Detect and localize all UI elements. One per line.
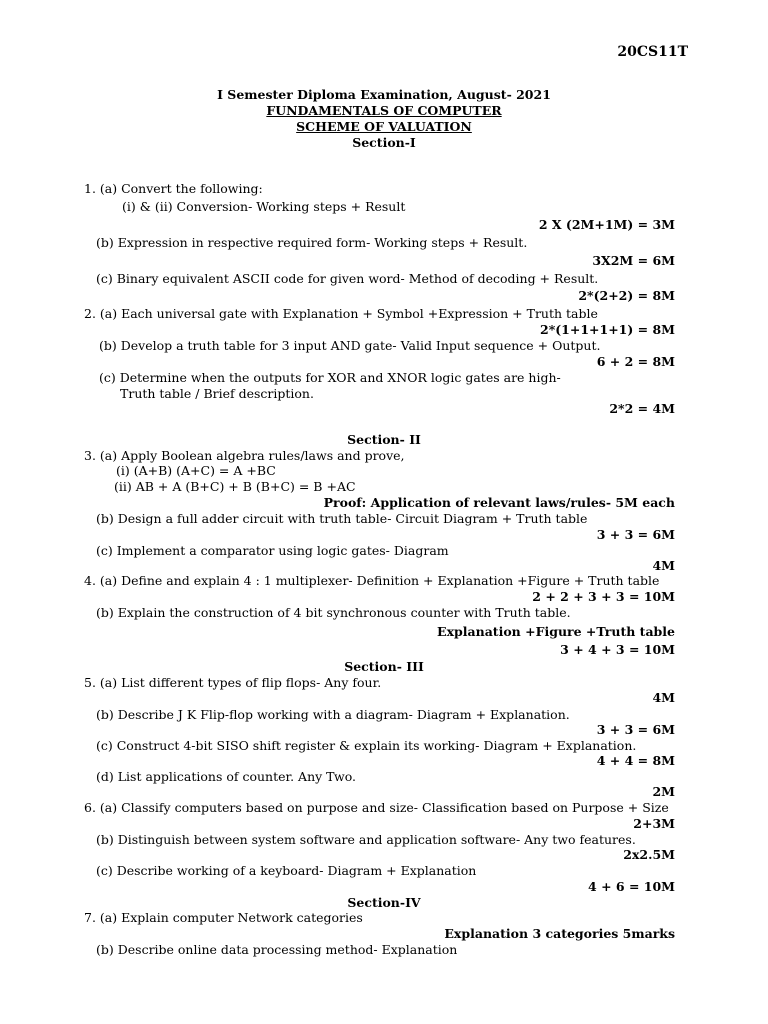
marks-line: 2M [652, 784, 675, 799]
marks-line: 6 + 2 = 8M [596, 354, 675, 369]
marks-line: 3 + 3 = 6M [596, 722, 675, 737]
marks-line: 3 + 4 + 3 = 10M [560, 642, 675, 657]
question-line: (c) Determine when the outputs for XOR and XNOR logic gates are high- [99, 370, 561, 385]
subject-code: 20CS11T [617, 44, 688, 60]
marks-line: 3X2M = 6M [592, 253, 675, 268]
question-line: 3. (a) Apply Boolean algebra rules/laws and prove, [84, 448, 405, 463]
marks-line: 2*(2+2) = 8M [578, 288, 675, 303]
question-line: (i) (A+B) (A+C) = A +BC [116, 463, 276, 478]
section-heading: Section-IV [347, 895, 421, 910]
question-line: (ii) AB + A (B+C) + B (B+C) = B +AC [114, 479, 356, 494]
scheme-title: SCHEME OF VALUATION [296, 119, 472, 134]
question-line: 6. (a) Classify computers based on purpose and size- Classification based on Purpose + Size [84, 800, 669, 815]
section-heading: Section- III [344, 659, 424, 674]
question-line: 7. (a) Explain computer Network categories [84, 910, 363, 925]
question-line: (c) Implement a comparator using logic gates- Diagram [96, 543, 449, 558]
marks-line: 4M [652, 690, 675, 705]
marks-line: 2+3M [633, 816, 675, 831]
marks-line: 4 + 6 = 10M [588, 879, 675, 894]
marks-line: 2*(1+1+1+1) = 8M [540, 322, 675, 337]
question-line: (b) Describe online data processing method- Explanation [96, 942, 458, 957]
marks-line: 2*2 = 4M [609, 401, 675, 416]
question-line: (d) List applications of counter. Any Two. [96, 769, 357, 784]
question-line: 1. (a) Convert the following: [84, 181, 263, 196]
question-line: (c) Describe working of a keyboard- Diagram + Explanation [96, 863, 477, 878]
marks-line: 2 X (2M+1M) = 3M [538, 217, 675, 232]
marks-line: 4 + 4 = 8M [596, 753, 675, 768]
marks-line: Proof: Application of relevant laws/rules- 5M each [323, 495, 675, 510]
question-line: (i) & (ii) Conversion- Working steps + Result [122, 199, 406, 214]
marks-line: 2x2.5M [623, 847, 675, 862]
question-line: (b) Explain the construction of 4 bit synchronous counter with Truth table. [96, 605, 571, 620]
question-line: (b) Design a full adder circuit with truth table- Circuit Diagram + Truth table [96, 511, 588, 526]
section-heading: Section- II [347, 432, 421, 447]
section-heading: Section-I [352, 135, 416, 150]
subject-title: FUNDAMENTALS OF COMPUTER [266, 103, 502, 118]
question-line: (c) Construct 4-bit SISO shift register & explain its working- Diagram + Explanation. [96, 738, 637, 753]
exam-title: I Semester Diploma Examination, August- 2021 [217, 87, 551, 102]
question-line: (b) Distinguish between system software and application software- Any two features. [96, 832, 636, 847]
marks-line: 2 + 2 + 3 + 3 = 10M [532, 589, 675, 604]
question-line: (b) Develop a truth table for 3 input AND gate- Valid Input sequence + Output. [99, 338, 601, 353]
question-line: 2. (a) Each universal gate with Explanation + Symbol +Expression + Truth table [84, 306, 598, 321]
question-line: (c) Binary equivalent ASCII code for given word- Method of decoding + Result. [96, 271, 599, 286]
question-line: (b) Describe J K Flip-flop working with a diagram- Diagram + Explanation. [96, 707, 570, 722]
marks-line: Explanation +Figure +Truth table [437, 624, 675, 639]
question-line: 5. (a) List different types of flip flops- Any four. [84, 675, 382, 690]
question-line: Truth table / Brief description. [120, 386, 314, 401]
question-line: 4. (a) Define and explain 4 : 1 multiplexer- Definition + Explanation +Figure + Truth table [84, 573, 660, 588]
question-line: (b) Expression in respective required form- Working steps + Result. [96, 235, 528, 250]
marks-line: 4M [652, 558, 675, 573]
marks-line: 3 + 3 = 6M [596, 527, 675, 542]
marks-line: Explanation 3 categories 5marks [444, 926, 675, 941]
